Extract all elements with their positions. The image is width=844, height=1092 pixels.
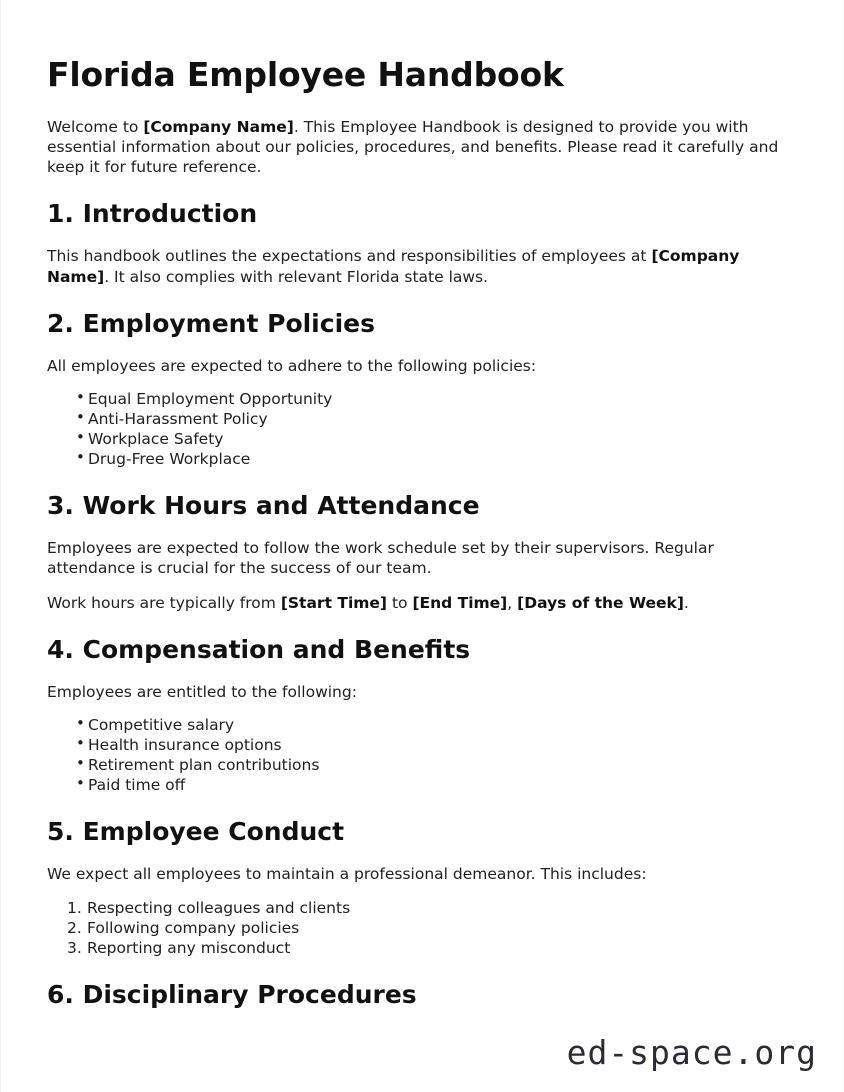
employment-policies-list <box>47 389 797 470</box>
list-item: Following company policies <box>87 918 300 937</box>
intro-paragraph <box>47 117 797 177</box>
list-item: • Health insurance options <box>76 735 797 755</box>
section-heading-disciplinary-procedures: 6. Disciplinary Procedures <box>47 980 417 1010</box>
section-1-text-after: . It also complies with relevant Florida state laws. <box>104 267 489 286</box>
section-3-paragraph-2 <box>47 593 797 613</box>
work-hours-text-3: , <box>507 593 518 612</box>
start-time-placeholder: [Start Time] <box>280 593 388 612</box>
benefits-list <box>47 715 797 796</box>
list-item: Reporting any misconduct <box>87 938 291 957</box>
list-item: • Anti-Harassment Policy <box>76 409 797 429</box>
section-2-lead: All employees are expected to adhere to the following policies: <box>47 356 537 375</box>
list-item: • Retirement plan contributions <box>76 755 797 775</box>
end-time-placeholder: [End Time] <box>412 593 508 612</box>
list-item: • Equal Employment Opportunity <box>76 389 797 409</box>
section-1-text-before: This handbook outlines the expectations and responsibilities of employees at <box>47 247 652 266</box>
list-item: • Competitive salary <box>76 715 797 735</box>
list-item: • Paid time off <box>76 775 797 795</box>
section-4-lead: Employees are entitled to the following: <box>47 682 357 701</box>
intro-company-placeholder: [Company Name] <box>143 117 294 136</box>
section-1-company-placeholder: [Company Name] <box>47 247 740 286</box>
days-of-week-placeholder: [Days of the Week] <box>517 593 684 612</box>
section-heading-employment-policies: 2. Employment Policies <box>47 308 375 338</box>
list-item: • Drug-Free Workplace <box>76 449 797 469</box>
document-body <box>47 0 797 1010</box>
list-item: • Workplace Safety <box>76 429 797 449</box>
work-hours-text-2: to <box>387 593 413 612</box>
work-hours-text-4: . <box>683 593 689 612</box>
intro-text-before: Welcome to <box>47 117 144 136</box>
section-1-paragraph <box>47 246 797 286</box>
list-item: Respecting colleagues and clients <box>87 898 351 917</box>
section-heading-work-hours: 3. Work Hours and Attendance <box>47 491 480 521</box>
employee-conduct-list <box>47 898 797 958</box>
intro-text-after: . This Employee Handbook is designed to provide you with essential information about our policies, procedures, and benefits. Please read it carefully and keep it for future reference. <box>47 117 779 177</box>
page-title: Florida Employee Handbook <box>47 55 564 94</box>
section-heading-employee-conduct: 5. Employee Conduct <box>47 817 345 847</box>
section-heading-compensation: 4. Compensation and Benefits <box>47 634 471 664</box>
section-3-paragraph-1: Employees are expected to follow the work schedule set by their supervisors. Regular attendance is crucial for the success of our team. <box>47 539 714 578</box>
site-watermark: ed-space.org <box>566 1033 817 1072</box>
section-heading-introduction: 1. Introduction <box>47 199 258 229</box>
section-5-lead: We expect all employees to maintain a professional demeanor. This includes: <box>47 865 647 884</box>
work-hours-text-1: Work hours are typically from <box>47 593 281 612</box>
